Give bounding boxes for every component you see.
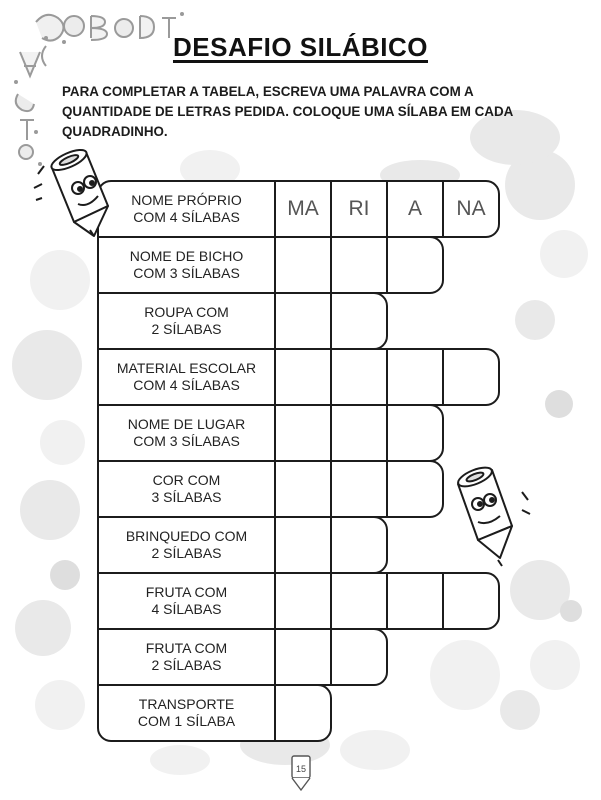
row-prompt — [97, 180, 276, 238]
page-title: DESAFIO SILÁBICO — [172, 32, 428, 62]
row-prompt-text: FRUTA COM — [145, 640, 228, 656]
row-prompt — [97, 348, 276, 406]
row-prompt-text: MATERIAL ESCOLAR — [116, 360, 257, 376]
syllable-box[interactable] — [330, 404, 388, 462]
row-prompt-text: NOME PRÓPRIO — [131, 192, 242, 208]
pencil-character-icon — [30, 138, 116, 248]
row-prompt — [97, 460, 276, 518]
row-prompt-text: COM 1 SÍLABA — [137, 713, 236, 729]
syllable-box[interactable] — [274, 404, 332, 462]
syllable-box[interactable] — [386, 236, 444, 294]
syllable-box[interactable] — [330, 460, 388, 518]
page-number: 15 — [295, 764, 307, 774]
row-prompt-text: COR COM — [152, 472, 221, 488]
syllable-box[interactable] — [442, 348, 500, 406]
row-prompt-text: COM 4 SÍLABAS — [133, 209, 240, 225]
row-prompt-text: COM 3 SÍLABAS — [133, 265, 240, 281]
row-prompt — [97, 572, 276, 630]
syllable-box[interactable] — [386, 404, 444, 462]
row-prompt — [97, 236, 276, 294]
syllable-box[interactable] — [330, 292, 388, 350]
row-prompt-text: 2 SÍLABAS — [151, 545, 222, 561]
syllable-box[interactable]: NA — [442, 180, 500, 238]
row-prompt-text: FRUTA COM — [145, 584, 228, 600]
syllable-box[interactable] — [330, 516, 388, 574]
row-prompt — [97, 684, 276, 742]
row-prompt — [97, 404, 276, 462]
row-prompt-text: 4 SÍLABAS — [151, 601, 222, 617]
row-prompt — [97, 292, 276, 350]
syllable-box[interactable] — [386, 348, 444, 406]
row-prompt-text: COM 3 SÍLABAS — [133, 433, 240, 449]
syllable-box[interactable]: A — [386, 180, 444, 238]
row-prompt-text: NOME DE LUGAR — [127, 416, 246, 432]
syllable-box[interactable] — [274, 292, 332, 350]
row-prompt-text: TRANSPORTE — [138, 696, 235, 712]
row-prompt-text: 3 SÍLABAS — [151, 489, 222, 505]
syllable-box[interactable] — [274, 684, 332, 742]
row-prompt-text: 2 SÍLABAS — [151, 657, 222, 673]
pencil-page-number-icon — [288, 752, 314, 792]
syllable-box[interactable] — [442, 572, 500, 630]
syllable-box[interactable] — [274, 516, 332, 574]
syllable-box[interactable] — [274, 628, 332, 686]
instructions-line: PARA COMPLETAR A TABELA, ESCREVA UMA PALAVRA COM A — [62, 84, 474, 99]
instructions-line: QUANTIDADE DE LETRAS PEDIDA. COLOQUE UMA SÍLABA EM CADA — [62, 104, 514, 119]
row-prompt-text: 2 SÍLABAS — [151, 321, 222, 337]
syllable-box[interactable]: MA — [274, 180, 332, 238]
syllable-box[interactable] — [330, 572, 388, 630]
syllable-box[interactable] — [274, 572, 332, 630]
pencil-character-icon — [448, 460, 534, 572]
syllable-box[interactable] — [330, 236, 388, 294]
instructions-line: QUADRADINHO. — [62, 124, 168, 139]
row-prompt-text: ROUPA COM — [144, 304, 229, 320]
syllable-box[interactable] — [274, 236, 332, 294]
syllable-box[interactable] — [330, 628, 388, 686]
syllable-box[interactable] — [274, 460, 332, 518]
syllable-box[interactable] — [386, 460, 444, 518]
syllable-box[interactable]: RI — [330, 180, 388, 238]
syllable-box[interactable] — [330, 348, 388, 406]
row-prompt-text: NOME DE BICHO — [129, 248, 244, 264]
row-prompt-text: BRINQUEDO COM — [125, 528, 248, 544]
row-prompt — [97, 516, 276, 574]
row-prompt-text: COM 4 SÍLABAS — [133, 377, 240, 393]
syllable-box[interactable] — [274, 348, 332, 406]
instructions — [62, 82, 552, 142]
syllable-box[interactable] — [386, 572, 444, 630]
row-prompt — [97, 628, 276, 686]
